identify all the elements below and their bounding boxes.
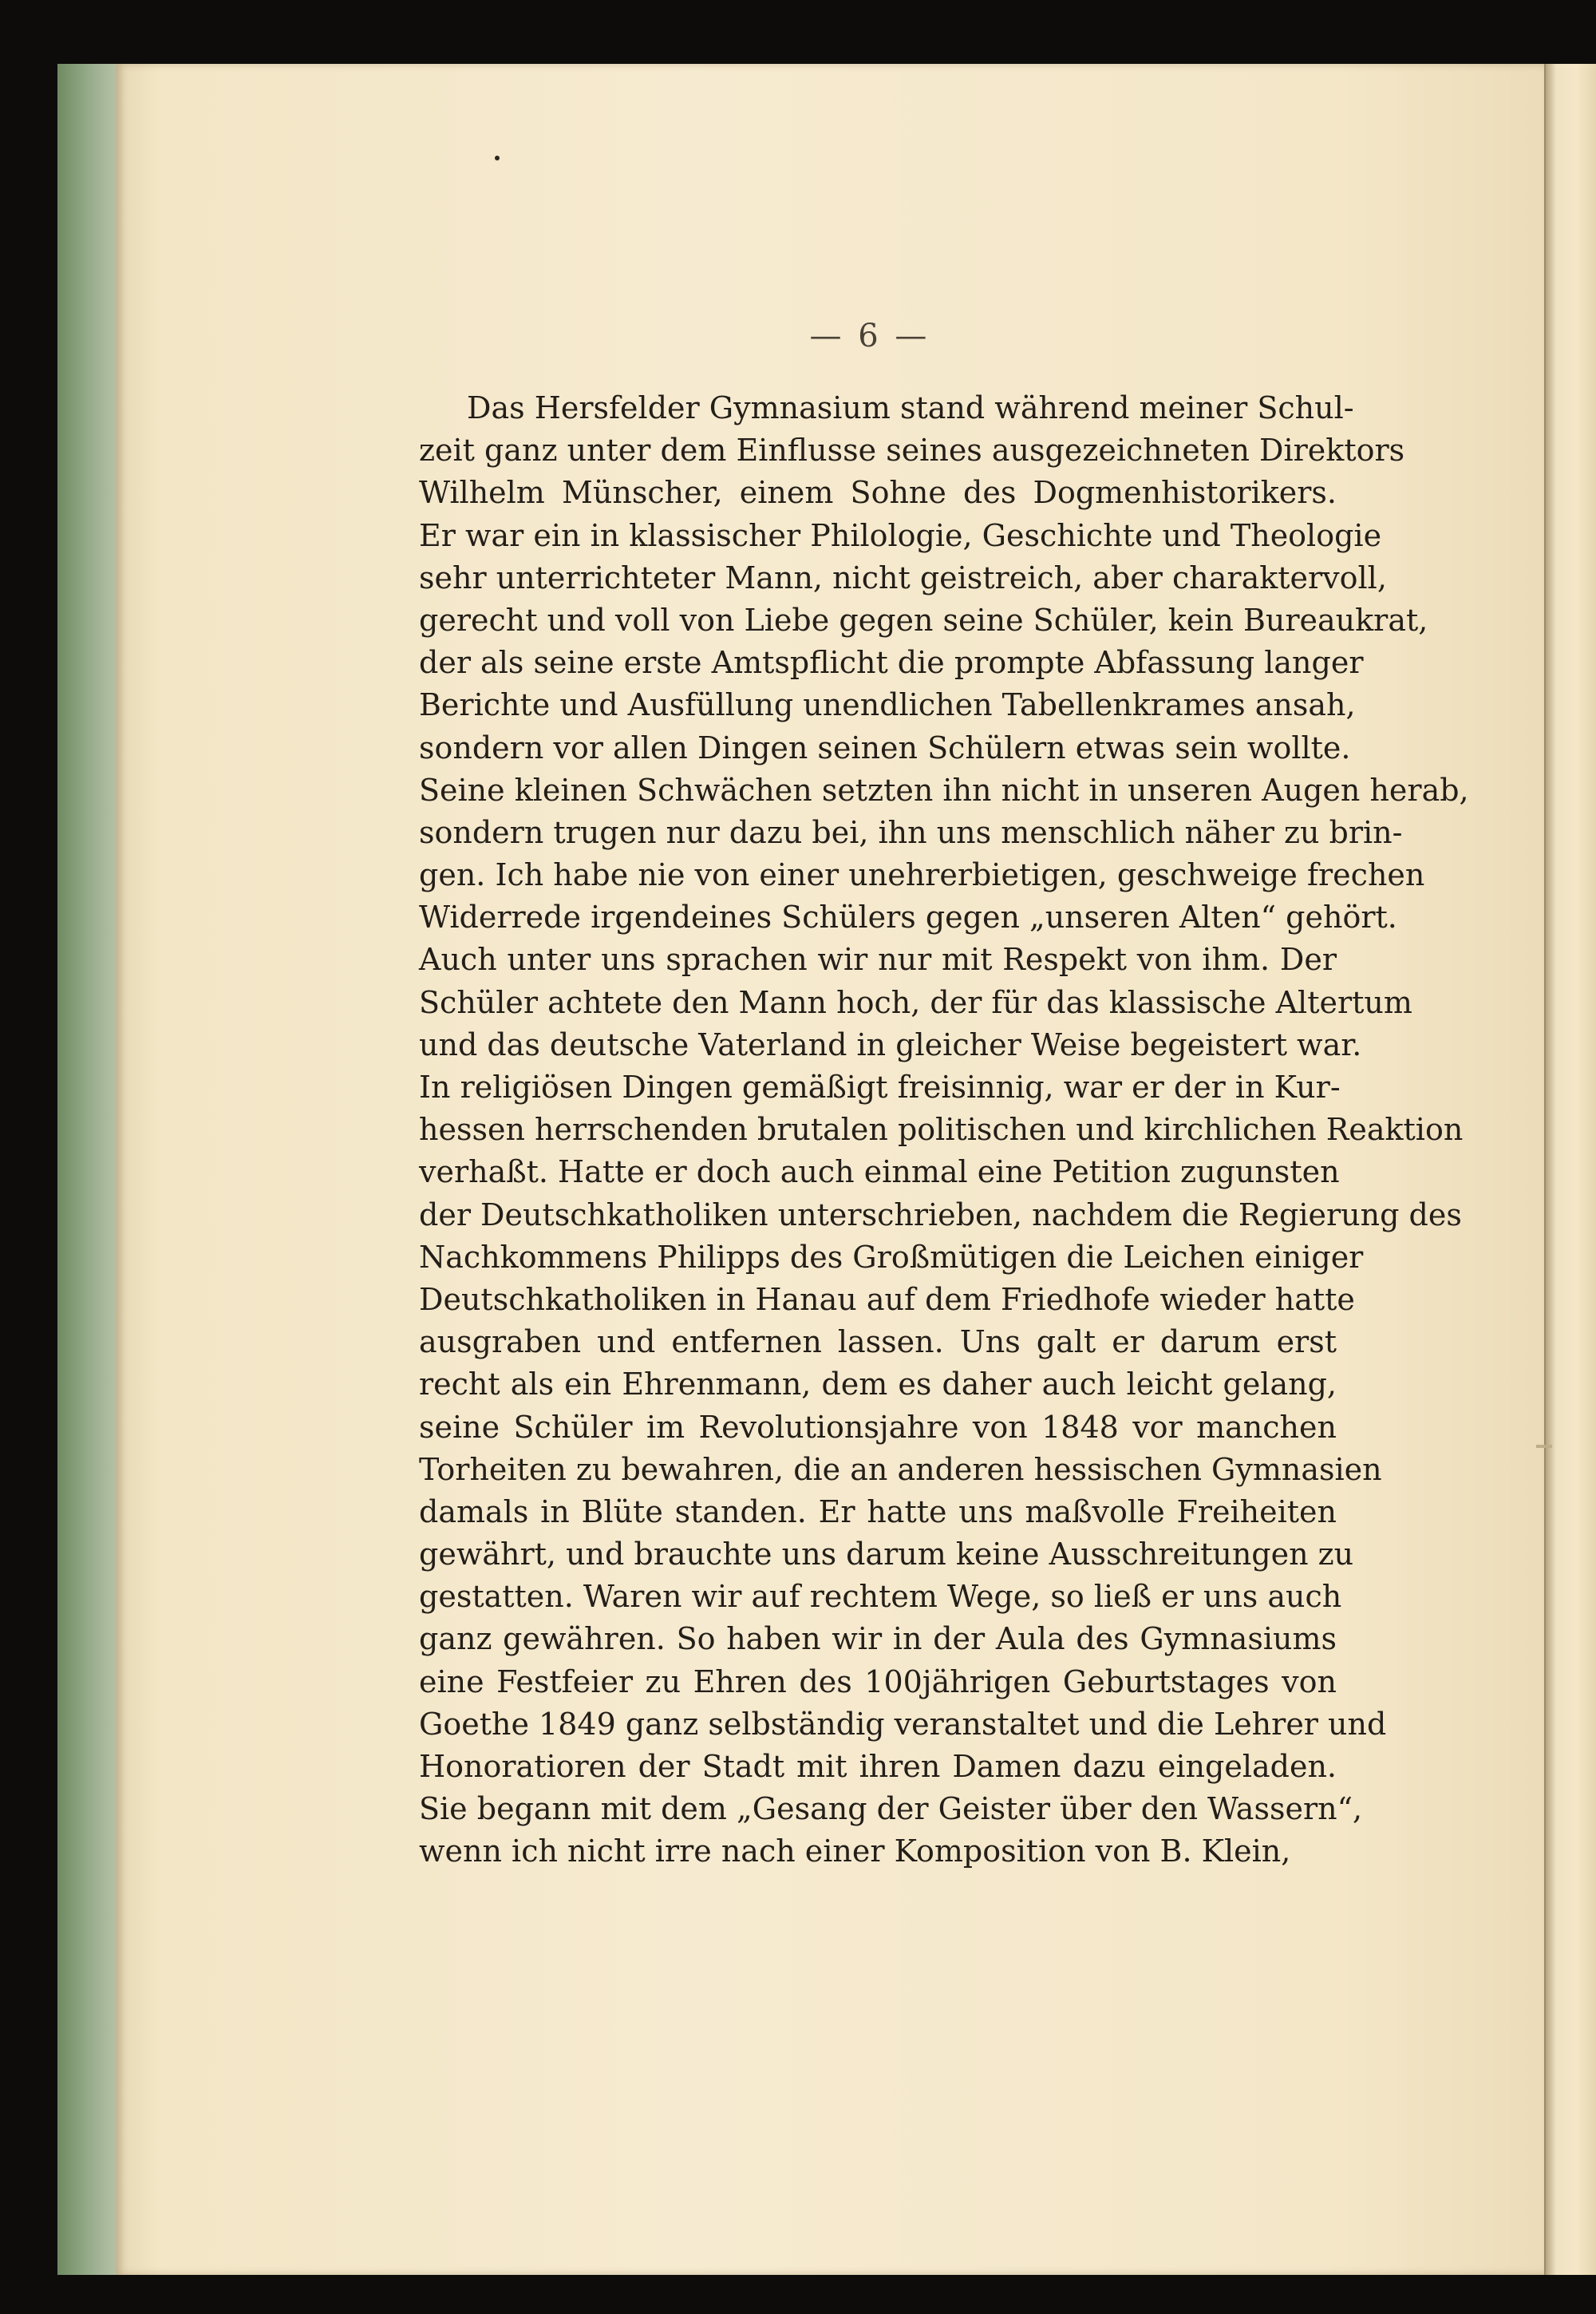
- text-line: Nachkommens Philipps des Großmütigen die Leichen einiger: [419, 1239, 1364, 1275]
- ink-speck: [495, 156, 500, 160]
- body-text: [419, 387, 1469, 1873]
- text-line: ganz gewähren. So haben wir in der Aula des Gymnasiums: [419, 1621, 1337, 1657]
- text-line: gestatten. Waren wir auf rechtem Wege, so ließ er uns auch: [419, 1579, 1342, 1615]
- text-line: wenn ich nicht irre nach einer Komposition von B. Klein,: [419, 1833, 1291, 1869]
- text-line: Widerrede irgendeines Schülers gegen „unseren Alten“ gehört.: [419, 900, 1397, 935]
- page-number: — 6 —: [809, 318, 930, 354]
- text-line: Honoratioren der Stadt mit ihren Damen dazu eingeladen.: [419, 1749, 1337, 1784]
- text-line: Goethe 1849 ganz selbständig veranstaltet und die Lehrer und: [419, 1706, 1387, 1742]
- text-line: sondern trugen nur dazu bei, ihn uns menschlich näher zu brin-: [419, 814, 1403, 850]
- text-line: sehr unterrichteter Mann, nicht geistreich, aber charaktervoll,: [419, 560, 1387, 595]
- text-line: Deutschkatholiken in Hanau auf dem Friedhofe wieder hatte: [419, 1281, 1355, 1317]
- text-line: damals in Blüte standen. Er hatte uns maßvolle Freiheiten: [419, 1493, 1337, 1529]
- text-line: Wilhelm Münscher, einem Sohne des Dogmenhistorikers.: [419, 475, 1337, 511]
- text-line: Seine kleinen Schwächen setzten ihn nicht in unseren Augen herab,: [419, 772, 1469, 808]
- text-line: seine Schüler im Revolutionsjahre von 1848 vor manchen: [419, 1409, 1337, 1445]
- text-line: der als seine erste Amtspflicht die prompte Abfassung langer: [419, 645, 1364, 681]
- text-line: und das deutsche Vaterland in gleicher Weise begeistert war.: [419, 1026, 1362, 1062]
- text-line: In religiösen Dingen gemäßigt freisinnig, war er der in Kur-: [419, 1070, 1341, 1105]
- text-line: recht als ein Ehrenmann, dem es daher auch leicht gelang,: [419, 1367, 1337, 1402]
- text-line: Auch unter uns sprachen wir nur mit Respekt von ihm. Der: [419, 942, 1337, 978]
- text-line: zeit ganz unter dem Einflusse seines ausgezeichneten Direktors: [419, 433, 1405, 469]
- next-page-edge: [1544, 64, 1596, 2275]
- text-line: Sie begann mit dem „Gesang der Geister über den Wassern“,: [419, 1791, 1363, 1827]
- text-line: eine Festfeier zu Ehren des 100jährigen Geburtstages von: [419, 1663, 1337, 1699]
- text-line: ausgraben und entfernen lassen. Uns galt er darum erst: [419, 1324, 1337, 1360]
- text-line: gewährt, und brauchte uns darum keine Ausschreitungen zu: [419, 1537, 1354, 1572]
- text-line: Das Hersfelder Gymnasium stand während meiner Schul-: [467, 390, 1354, 425]
- text-line: gen. Ich habe nie von einer unehrerbietigen, geschweige frechen: [419, 857, 1425, 893]
- text-line: Torheiten zu bewahren, die an anderen hessischen Gymnasien: [419, 1451, 1382, 1487]
- text-line: sondern vor allen Dingen seinen Schülern etwas sein wollte.: [419, 730, 1351, 765]
- text-line: Schüler achtete den Mann hoch, der für das klassische Altertum: [419, 984, 1412, 1020]
- text-line: verhaßt. Hatte er doch auch einmal eine Petition zugunsten: [419, 1154, 1340, 1190]
- text-line: der Deutschkatholiken unterschrieben, nachdem die Regierung des: [419, 1197, 1462, 1232]
- text-line: hessen herrschenden brutalen politischen und kirchlichen Reaktion: [419, 1112, 1464, 1148]
- text-line: Berichte und Ausfüllung unendlichen Tabellenkrames ansah,: [419, 687, 1356, 723]
- text-line: gerecht und voll von Liebe gegen seine Schüler, kein Bureaukrat,: [419, 602, 1428, 638]
- page-mark: [1536, 1445, 1552, 1448]
- book-spine: [57, 64, 124, 2275]
- text-line: Er war ein in klassischer Philologie, Geschichte und Theologie: [419, 517, 1382, 553]
